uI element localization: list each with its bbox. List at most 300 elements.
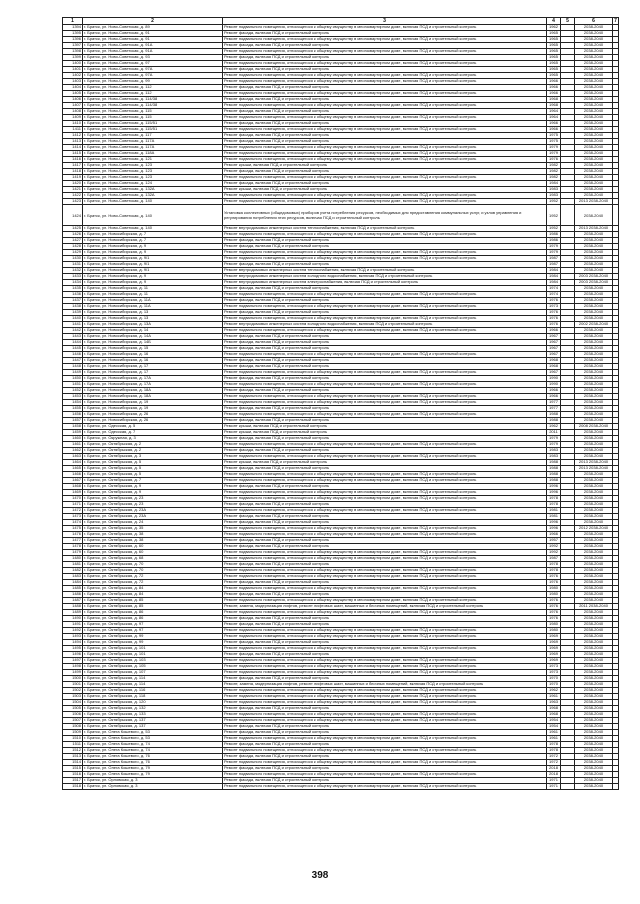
table-row [63,205,619,226]
period-cell: 2038-2040 [575,238,613,244]
build-year-cell: 2018 [547,772,561,778]
period-cell: 2038-2040 [575,181,613,187]
period-cell: 2038-2040 [575,640,613,646]
build-year-cell: 1969 [547,634,561,640]
address-cell: г. Братск, ул. Октябрьская, д. 23 [83,496,223,502]
work-type-cell: Ремонт подвального помещения, относящегося к общему имуществу в многоквартирном доме, включая ПСД и строительный контроль [223,175,547,181]
address-cell: г. Братск, ул. Одесская, д. 5 [83,424,223,430]
address-cell: г. Братск, ул. Ново-Советская, д. 97 [83,61,223,67]
period-cell: 2038-2040 [575,634,613,640]
work-type-cell: Ремонт внутридомовых инженерных систем холодного водоснабжения, включая ПСД и строительный контроль [223,274,547,280]
row-number: 1401 [63,67,83,73]
row-number: 1420 [63,181,83,187]
address-cell: г. Братск, ул. Новосибирская, д. 18А [83,394,223,400]
work-type-cell: Ремонт фасада, включая ПСД и строительный контроль [223,340,547,346]
build-year-cell: 1987 [547,262,561,268]
work-type-cell: Ремонт подвального помещения, относящегося к общему имуществу в многоквартирном доме, включая ПСД и строительный контроль [223,400,547,406]
period-cell: 2012 2038-2040 [575,526,613,532]
build-year-cell: 1966 [547,121,561,127]
build-year-cell: 1980 [547,622,561,628]
work-type-cell: Ремонт подвального помещения, относящегося к общему имуществу в многоквартирном доме, включая ПСД и строительный контроль [223,370,547,376]
build-year-cell: 1983 [547,193,561,199]
build-year-cell: 1976 [547,157,561,163]
address-cell: г. Братск, ул. Олега Кошевого, д. 53 [83,730,223,736]
address-cell: г. Братск, ул. Октябрьская, д. 35 [83,526,223,532]
address-cell: г. Братск, ул. Одесская, д. 7 [83,430,223,436]
row-number: 1495 [63,646,83,652]
row-number: 1475 [63,526,83,532]
address-cell: г. Братск, ул. Октябрьская, д. 70 [83,568,223,574]
row-number: 1404 [63,85,83,91]
row-number: 1479 [63,550,83,556]
build-year-cell: 1976 [547,604,561,610]
work-type-cell: Ремонт подвального помещения, относящегося к общему имуществу в многоквартирном доме, включая ПСД и строительный контроль [223,157,547,163]
address-cell: г. Братск, ул. Октябрьская, д. 2 [83,442,223,448]
build-year-cell: 1968 [547,706,561,712]
build-year-cell: 1984 [547,268,561,274]
work-type-cell: Ремонт подвального помещения, относящегося к общему имуществу в многоквартирном доме, включая ПСД и строительный контроль [223,79,547,85]
period-cell: 2038-2040 [575,646,613,652]
empty-cell [613,784,619,790]
work-type-cell: Ремонт фасада, включая ПСД и строительный контроль [223,334,547,340]
address-cell: г. Братск, ул. Ново-Советская, д. 91А [83,43,223,49]
address-cell: г. Братск, ул. Октябрьская, д. 9 [83,484,223,490]
address-cell: г. Братск, ул. Октябрьская, д. 103 [83,658,223,664]
work-type-cell: Ремонт фасада, включая ПСД и строительный контроль [223,436,547,442]
build-year-cell: 1990 [547,382,561,388]
row-number: 1413 [63,139,83,145]
work-type-cell: Ремонт подвального помещения, относящегося к общему имуществу в многоквартирном доме, включая ПСД и строительный контроль [223,568,547,574]
period-cell: 2038-2040 [575,454,613,460]
build-year-cell: 1969 [547,652,561,658]
period-cell: 2038-2040 [575,304,613,310]
row-number: 1482 [63,568,83,574]
work-type-cell: Ремонт фасада, включая ПСД и строительный контроль [223,85,547,91]
address-cell: г. Братск, ул. Ново-Советская, д. 99 [83,79,223,85]
address-cell: г. Братск, ул. Новосибирская, д. 9 [83,274,223,280]
work-type-cell: Ремонт подвального помещения, относящегося к общему имуществу в многоквартирном доме, включая ПСД и строительный контроль [223,748,547,754]
work-type-cell: Ремонт фасада, включая ПСД и строительный контроль [223,31,547,37]
address-cell: г. Братск, ул. Октябрьская, д. 70 [83,562,223,568]
build-year-cell: 1976 [547,298,561,304]
row-number: 1423 [63,199,83,205]
build-year-cell: 1965 [547,43,561,49]
build-year-cell: 1961 [547,730,561,736]
row-number: 1486 [63,592,83,598]
period-cell: 2038-2040 [575,25,613,31]
work-type-cell: Ремонт внутридомовых инженерных систем теплоснабжения, включая ПСД и строительный контроль [223,268,547,274]
period-cell: 2038-2040 [575,628,613,634]
period-cell: 2038-2040 [575,250,613,256]
work-type-cell: Ремонт подвального помещения, относящегося к общему имуществу в многоквартирном доме, включая ПСД и строительный контроль [223,694,547,700]
row-number: 1400 [63,61,83,67]
row-number: 1451 [63,382,83,388]
work-type-cell: Ремонт фасада, включая ПСД и строительный контроль [223,502,547,508]
address-cell: г. Братск, ул. Новосибирская, д. 17 [83,364,223,370]
period-cell: 2038-2040 [575,73,613,79]
row-number: 1454 [63,400,83,406]
address-cell: г. Братск, ул. Новосибирская, д. 26 [83,412,223,418]
row-number: 1450 [63,376,83,382]
period-cell: 2038-2040 [575,598,613,604]
build-year-cell: 1983 [547,187,561,193]
row-number: 1513 [63,754,83,760]
address-cell: г. Братск, ул. Октябрьская, д. 97 [83,628,223,634]
period-cell: 2038-2040 [575,676,613,682]
build-year-cell: 1984 [547,181,561,187]
work-type-cell: Ремонт крыши, включая ПСД и строительный контроль [223,460,547,466]
row-number: 1419 [63,175,83,181]
period-cell: 2038-2040 [575,364,613,370]
address-cell: г. Братск, ул. Новосибирская, д. 17А [83,376,223,382]
work-type-cell: Ремонт фасада, включая ПСД и строительный контроль [223,244,547,250]
address-cell: г. Братск, ул. Ново-Советская, д. 115/51 [83,127,223,133]
address-cell: г. Братск, ул. Октябрьская, д. 84 [83,592,223,598]
period-cell: 2038-2040 [575,580,613,586]
address-cell: г. Братск, ул. Ново-Советская, д. 91 [83,37,223,43]
row-number: 1433 [63,274,83,280]
address-cell: г. Братск, ул. Октябрьская, д. 85 [83,604,223,610]
address-cell: г. Братск, ул. Окружная, д. 3 [83,436,223,442]
work-type-cell: Ремонт подвального помещения, относящегося к общему имуществу в многоквартирном доме, включая ПСД и строительный контроль [223,256,547,262]
work-type-cell: Ремонт фасада, включая ПСД и строительный контроль [223,346,547,352]
address-cell: г. Братск, ул. Октябрьская, д. 23 [83,502,223,508]
period-cell: 2013 2038-2040 [575,199,613,205]
build-year-cell: 1992 [547,544,561,550]
work-type-cell: Ремонт фасада, включая ПСД и строительный контроль [223,448,547,454]
address-cell: г. Братск, ул. Октябрьская, д. 2 [83,448,223,454]
row-number: 1518 [63,784,83,790]
period-cell: 2038-2040 [575,340,613,346]
address-cell: г. Братск, ул. Олега Кошевого, д. 76 [83,754,223,760]
build-year-cell: 1968 [547,712,561,718]
work-type-cell: Ремонт фасада, включая ПСД и строительный контроль [223,592,547,598]
build-year-cell: 1978 [547,496,561,502]
period-cell: 2038-2040 [575,742,613,748]
address-cell: г. Братск, ул. Новосибирская, д. 19 [83,406,223,412]
row-number: 1480 [63,556,83,562]
address-cell: г. Братск, ул. Олега Кошевого, д. 74 [83,742,223,748]
build-year-cell: 1996 [547,520,561,526]
work-type-cell: Ремонт фасада, включая ПСД и строительный контроль [223,238,547,244]
work-type-cell: Ремонт подвального помещения, относящегося к общему имуществу в многоквартирном доме, включая ПСД и строительный контроль [223,658,547,664]
build-year-cell: 1966 [547,532,561,538]
address-cell: г. Братск, ул. Новосибирская, д. 13 [83,316,223,322]
address-cell: г. Братск, ул. Новосибирская, д. 18А [83,388,223,394]
row-number: 1409 [63,115,83,121]
row-number: 1500 [63,676,83,682]
period-cell: 2013 2038-2040 [575,226,613,232]
row-number: 1496 [63,652,83,658]
address-cell: г. Братск, ул. Ново-Советская, д. 140 [83,199,223,205]
address-cell: г. Братск, ул. Октябрьская, д. 9 [83,490,223,496]
build-year-cell: 1966 [547,91,561,97]
address-cell: г. Братск, ул. Новосибирская, д. 7 [83,232,223,238]
row-number: 1428 [63,244,83,250]
build-year-cell: 1952 [547,205,561,226]
build-year-cell: 1952 [547,199,561,205]
address-cell: г. Братск, ул. Новосибирская, д. 13 [83,310,223,316]
row-number: 1445 [63,346,83,352]
address-cell: г. Братск, ул. Новосибирская, д. 17 [83,370,223,376]
address-cell: г. Братск, ул. Ново-Советская, д. 123 [83,175,223,181]
build-year-cell: 1978 [547,742,561,748]
row-number: 1516 [63,772,83,778]
row-number: 1399 [63,55,83,61]
address-cell: г. Братск, ул. Олега Кошевого, д. 74 [83,748,223,754]
period-cell: 2038-2040 [575,205,613,226]
work-type-cell: Ремонт фасада, включая ПСД и строительный контроль [223,616,547,622]
row-number: 1403 [63,79,83,85]
build-year-cell: 1970 [547,676,561,682]
build-year-cell: 1982 [547,163,561,169]
row-number: 1449 [63,370,83,376]
build-year-cell: 1988 [547,472,561,478]
build-year-cell: 1966 [547,79,561,85]
row-number: 1398 [63,49,83,55]
period-cell: 2038-2040 [575,562,613,568]
period-cell: 2038-2040 [575,412,613,418]
work-type-cell: Ремонт фасада, включая ПСД и строительный контроль [223,358,547,364]
build-year-cell: 1979 [547,244,561,250]
period-cell: 2008 2038-2040 [575,424,613,430]
work-type-cell: Ремонт внутридомовых инженерных систем электроснабжения, включая ПСД и строительный контроль [223,280,547,286]
row-number: 1435 [63,286,83,292]
build-year-cell: 1981 [547,508,561,514]
row-number: 1447 [63,358,83,364]
address-cell: г. Братск, ул. Ново-Советская, д. 115 [83,109,223,115]
build-year-cell: 1973 [547,304,561,310]
work-type-cell: Ремонт подвального помещения, относящегося к общему имуществу в многоквартирном доме, включая ПСД и строительный контроль [223,496,547,502]
period-cell: 2038-2040 [575,658,613,664]
work-type-cell: Ремонт фасада, включая ПСД и строительный контроль [223,139,547,145]
work-type-cell: Ремонт крыши, включая ПСД и строительный контроль [223,163,547,169]
build-year-cell: 1965 [547,73,561,79]
row-number: 1415 [63,151,83,157]
row-number: 1466 [63,472,83,478]
build-year-cell: 1974 [547,286,561,292]
row-number: 1512 [63,748,83,754]
period-cell: 2038-2040 [575,766,613,772]
work-type-cell: Ремонт подвального помещения, относящегося к общему имуществу в многоквартирном доме, включая ПСД и строительный контроль [223,151,547,157]
address-cell: г. Братск, ул. Октябрьская, д. 7 [83,478,223,484]
build-year-cell: 1963 [547,700,561,706]
address-cell: г. Братск, ул. Новосибирская, д. 26 [83,418,223,424]
row-number: 1416 [63,157,83,163]
period-cell: 2038-2040 [575,85,613,91]
period-cell: 2038-2040 [575,520,613,526]
work-type-cell: Ремонт крыши, включая ПСД и строительный контроль [223,430,547,436]
address-cell: г. Братск, ул. Ново-Советская, д. 123 [83,163,223,169]
work-type-cell: Ремонт фасада, включая ПСД и строительный контроль [223,520,547,526]
build-year-cell: 1979 [547,145,561,151]
address-cell: г. Братск, ул. Ново-Советская, д. 115/51 [83,121,223,127]
work-type-cell: Установка коллективных (общедомовых) приборов учета потребления ресурсов, необходимых для предоставления коммунальных услуг, и узлов управления и регулирования потребления этих ресурсов, включая ПСД и строительный контроль [223,205,547,226]
work-type-cell: Ремонт подвального помещения, относящегося к общему имуществу в многоквартирном доме, включая ПСД и строительный контроль [223,712,547,718]
period-cell: 2038-2040 [575,718,613,724]
address-cell: г. Братск, ул. Октябрьская, д. 60 [83,550,223,556]
build-year-cell: 1979 [547,436,561,442]
address-cell: г. Братск, ул. Октябрьская, д. 101 [83,652,223,658]
row-number: 1402 [63,73,83,79]
work-type-cell: Ремонт подвального помещения, относящегося к общему имуществу в многоквартирном доме, включая ПСД и строительный контроль [223,718,547,724]
work-type-cell: Ремонт фасада, включая ПСД и строительный контроль [223,766,547,772]
row-number: 1464 [63,460,83,466]
build-year-cell: 1962 [547,25,561,31]
build-year-cell: 1961 [547,736,561,742]
work-type-cell: Ремонт фасада, включая ПСД и строительный контроль [223,298,547,304]
build-year-cell: 1978 [547,562,561,568]
row-number: 1458 [63,424,83,430]
row-number: 1473 [63,514,83,520]
work-type-cell: Ремонт фасада, включая ПСД и строительный контроль [223,97,547,103]
work-type-cell: Ремонт подвального помещения, относящегося к общему имуществу в многоквартирном доме, включая ПСД и строительный контроль [223,352,547,358]
row-number: 1411 [63,127,83,133]
build-year-cell: 1966 [547,127,561,133]
address-cell: г. Братск, ул. Октябрьская, д. 68 [83,556,223,562]
row-number: 1446 [63,352,83,358]
work-type-cell: Ремонт подвального помещения, относящегося к общему имуществу в многоквартирном доме, включая ПСД и строительный контроль [223,628,547,634]
work-type-cell: Ремонт фасада, включая ПСД и строительный контроль [223,544,547,550]
address-cell: г. Братск, ул. Новосибирская, д. 16 [83,352,223,358]
row-number: 1397 [63,43,83,49]
build-year-cell: 1984 [547,274,561,280]
address-cell: г. Братск, ул. Новосибирская, д. 17А [83,382,223,388]
period-cell: 2038-2040 [575,532,613,538]
row-number: 1490 [63,616,83,622]
work-type-cell: Ремонт подвального помещения, относящегося к общему имуществу в многоквартирном доме, включая ПСД и строительный контроль [223,49,547,55]
work-type-cell: Ремонт подвального помещения, относящегося к общему имуществу в многоквартирном доме, включая ПСД и строительный контроль [223,292,547,298]
row-number: 1436 [63,292,83,298]
period-cell: 2038-2040 [575,430,613,436]
period-cell: 2038-2040 [575,490,613,496]
build-year-cell: 1962 [547,688,561,694]
build-year-cell: 1966 [547,328,561,334]
row-number: 1430 [63,256,83,262]
row-number: 1483 [63,574,83,580]
row-number: 1507 [63,718,83,724]
address-cell: г. Братск, ул. Орловская, д. 3 [83,784,223,790]
table-header-row [63,18,619,25]
period-cell: 2038-2040 [575,700,613,706]
build-year-cell: 2011 [547,430,561,436]
address-cell: г. Братск, ул. Ново-Советская, д. 117 [83,133,223,139]
row-number: 1439 [63,310,83,316]
build-year-cell: 1983 [547,454,561,460]
build-year-cell: 1984 [547,280,561,286]
period-cell: 2002 2038-2040 [575,322,613,328]
work-type-cell: Ремонт подвального помещения, относящегося к общему имуществу в многоквартирном доме, включая ПСД и строительный контроль [223,199,547,205]
row-number: 1444 [63,340,83,346]
build-year-cell: 1967 [547,334,561,340]
period-cell: 2038-2040 [575,334,613,340]
work-type-cell: Ремонт фасада, включая ПСД и строительный контроль [223,67,547,73]
row-number: 1478 [63,544,83,550]
build-year-cell: 1965 [547,37,561,43]
build-year-cell: 1992 [547,550,561,556]
work-type-cell: Ремонт подвального помещения, относящегося к общему имуществу в многоквартирном доме, включая ПСД и строительный контроль [223,127,547,133]
work-type-cell: Ремонт фасада, включая ПСД и строительный контроль [223,43,547,49]
period-cell: 2038-2040 [575,502,613,508]
work-type-cell: Ремонт подвального помещения, относящегося к общему имуществу в многоквартирном доме, включая ПСД и строительный контроль [223,250,547,256]
row-number: 1487 [63,598,83,604]
work-type-cell: Ремонт подвального помещения, относящегося к общему имуществу в многоквартирном доме, включая ПСД и строительный контроль [223,556,547,562]
period-cell: 2038-2040 [575,760,613,766]
address-cell: г. Братск, ул. Олега Кошевого, д. 79 [83,766,223,772]
period-cell: 2038-2040 [575,79,613,85]
period-cell: 2038-2040 [575,382,613,388]
row-number: 1505 [63,706,83,712]
table-row [63,784,619,790]
build-year-cell: 1968 [547,364,561,370]
work-type-cell: Ремонт фасада, включая ПСД и строительный контроль [223,364,547,370]
work-type-cell: Ремонт фасада, включая ПСД и строительный контроль [223,55,547,61]
period-cell: 2038-2040 [575,388,613,394]
row-number: 1498 [63,664,83,670]
work-type-cell: Ремонт подвального помещения, относящегося к общему имуществу в многоквартирном доме, включая ПСД и строительный контроль [223,760,547,766]
build-year-cell: 1988 [547,412,561,418]
period-cell: 2003 2038-2040 [575,274,613,280]
row-number: 1467 [63,478,83,484]
row-number: 1418 [63,169,83,175]
row-number: 1448 [63,364,83,370]
work-type-cell: Ремонт подвального помещения, относящегося к общему имуществу в многоквартирном доме, включая ПСД и строительный контроль [223,550,547,556]
work-type-cell: Ремонт подвального помещения, относящегося к общему имуществу в многоквартирном доме, включая ПСД и строительный контроль [223,232,547,238]
period-cell: 2038-2040 [575,61,613,67]
work-type-cell: Ремонт фасада, включая ПСД и строительный контроль [223,388,547,394]
column-header: 4 [547,18,561,25]
column-header: 5 [561,18,575,25]
address-cell: г. Братск, ул. Октябрьская, д. 84 [83,586,223,592]
work-type-cell: Ремонт фасада, включая ПСД и строительный контроль [223,562,547,568]
address-cell: г. Братск, ул. Ново-Советская, д. 97А [83,67,223,73]
build-year-cell: 1967 [547,370,561,376]
period-cell: 2038-2040 [575,652,613,658]
build-year-cell: 1962 [547,424,561,430]
work-type-cell: Ремонт внутридомовых инженерных систем теплоснабжения, включая ПСД и строительный контроль [223,226,547,232]
address-cell: г. Братск, ул. Ново-Советская, д. 124 [83,181,223,187]
work-type-cell: Ремонт подвального помещения, относящегося к общему имуществу в многоквартирном доме, включая ПСД и строительный контроль [223,442,547,448]
work-type-cell: Ремонт фасада, включая ПСД и строительный контроль [223,121,547,127]
work-type-cell: Ремонт подвального помещения, относящегося к общему имуществу в многоквартирном доме, включая ПСД и строительный контроль [223,574,547,580]
work-type-cell: Ремонт подвального помещения, относящегося к общему имуществу в многоквартирном доме, включая ПСД и строительный контроль [223,634,547,640]
build-year-cell: 1969 [547,640,561,646]
period-cell: 2038-2040 [575,574,613,580]
address-cell: г. Братск, ул. Ново-Советская, д. 91А [83,49,223,55]
period-cell: 2038-2040 [575,97,613,103]
build-year-cell: 1987 [547,556,561,562]
period-cell: 2038-2040 [575,610,613,616]
period-cell: 2038-2040 [575,370,613,376]
address-cell: г. Братск, ул. Октябрьская, д. 114 [83,682,223,688]
address-cell: г. Братск, ул. Новосибирская, д. 11А [83,298,223,304]
address-cell: г. Братск, ул. Олега Кошевого, д. 53 [83,736,223,742]
row-number: 1511 [63,742,83,748]
work-type-cell: Ремонт подвального помещения, относящегося к общему имуществу в многоквартирном доме, включая ПСД и строительный контроль [223,610,547,616]
address-cell: г. Братск, ул. Октябрьская, д. 97 [83,622,223,628]
row-number: 1492 [63,628,83,634]
work-type-cell: Ремонт фасада, включая ПСД и строительный контроль [223,640,547,646]
work-type-cell: Ремонт подвального помещения, относящегося к общему имуществу в многоквартирном доме, включая ПСД и строительный контроль [223,382,547,388]
address-cell: г. Братск, ул. Новосибирская, д. 11А [83,304,223,310]
period-cell: 2038-2040 [575,688,613,694]
row-number: 1424 [63,205,83,226]
address-cell: г. Братск, ул. Октябрьская, д. 99 [83,634,223,640]
period-cell: 2038-2040 [575,496,613,502]
address-cell: г. Братск, ул. Новосибирская, д. 14А [83,334,223,340]
period-cell: 2038-2040 [575,37,613,43]
work-type-cell: Ремонт подвального помещения, относящегося к общему имуществу в многоквартирном доме, включая ПСД и строительный контроль [223,394,547,400]
